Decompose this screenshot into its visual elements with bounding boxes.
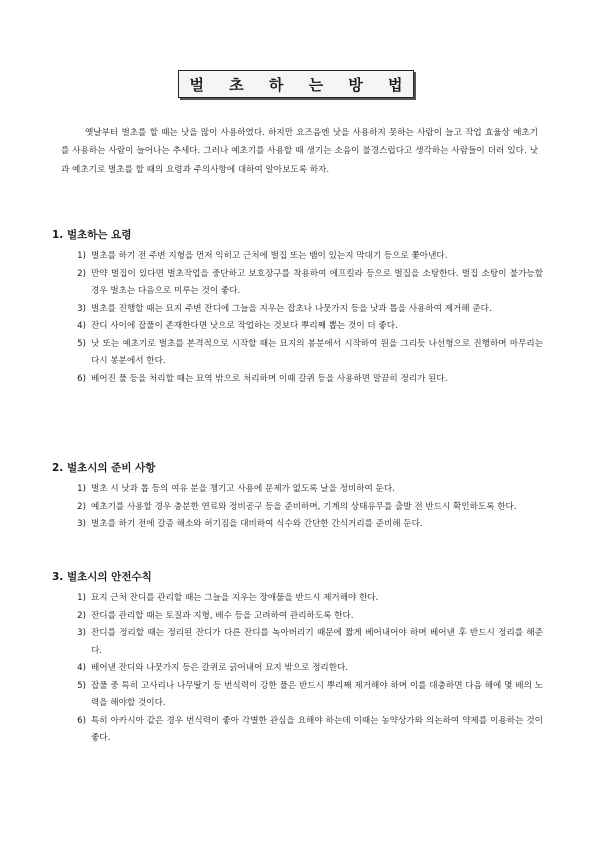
list-item: [52, 371, 547, 389]
item-number: 1): [77, 251, 86, 261]
item-text: 잡풀 중 특히 고사리나 나무딸기 등 번식력이 강한 풀은 반드시 뿌리째 제거해야 하며 이를 대충하면 다음 해에 몇 배의 노력을 해야할 것이다.: [91, 680, 543, 708]
title-box: [178, 70, 414, 98]
section-safety-rules: [52, 570, 547, 748]
item-number: 1): [77, 593, 86, 603]
item-number: 4): [77, 663, 86, 673]
item-text: 특히 아카시아 같은 경우 번식력이 좋아 각별한 관심을 요해야 하는데 이때는 농약상가와 의논하여 약제를 이용하는 것이 좋다.: [91, 715, 543, 743]
item-number: 3): [77, 303, 86, 314]
item-number: 5): [77, 338, 86, 349]
item-number: 2): [77, 501, 86, 512]
item-text: 벌초 시 낫과 톱 등의 여유 분을 챙기고 사용에 문제가 없도록 날을 정비하여 둔다.: [91, 484, 395, 494]
list-item: [52, 266, 547, 301]
item-number: 6): [77, 715, 86, 726]
item-text: 베어진 풀 등을 처리할 때는 묘역 밖으로 처리하며 이때 갈퀴 등을 사용하면 말끔히 정리가 된다.: [91, 373, 448, 384]
item-number: 3): [77, 519, 86, 529]
list-item: [52, 625, 547, 660]
item-text: 만약 벌집이 있다면 벌초작업을 중단하고 보호장구를 착용하여 에프킬라 등으로 벌집을 소탕한다. 벌집 소탕이 불가능할 경우 벌초는 다음으로 미루는 것이 좋다.: [91, 268, 543, 296]
section-preparation: [52, 461, 547, 534]
list-item: [52, 516, 547, 534]
item-number: 2): [77, 610, 86, 621]
item-text: 잔디를 관리할 때는 토질과 지형, 배수 등을 고려하여 관리하도록 한다.: [91, 610, 354, 621]
item-text: 벌초를 진행할 때는 묘지 주변 잔디에 그늘을 지우는 잡초나 나뭇가지 등을 낫과 톱을 사용하여 제거해 준다.: [91, 303, 492, 314]
section-heading: 2. 벌초시의 준비 사항: [52, 462, 156, 474]
item-text: 예초기를 사용할 경우 충분한 연료와 정비공구 등을 준비하며, 기계의 상태유무를 출발 전 반드시 확인하도록 한다.: [91, 501, 517, 512]
list-item: [52, 481, 547, 499]
item-list: [52, 590, 547, 748]
item-text: 벌초를 하기 전 주변 지형을 먼저 익히고 근처에 벌집 또는 뱀이 있는지 막대기 등으로 쫓아낸다.: [91, 251, 448, 261]
item-text: 벌초를 하기 전에 갈증 해소와 허기짐을 대비하여 식수와 간단한 간식거리를 준비해 둔다.: [91, 519, 423, 529]
section-heading: 3. 벌초시의 안전수칙: [52, 571, 152, 583]
list-item: [52, 318, 547, 336]
page-title: 벌 초 하 는 방 법: [189, 75, 413, 94]
list-item: [52, 608, 547, 626]
item-text: 베어낸 잔디와 나뭇가지 등은 갈퀴로 긁어내어 묘지 밖으로 정리한다.: [91, 663, 349, 673]
list-item: [52, 678, 547, 713]
list-item: [52, 499, 547, 517]
item-text: 묘지 근처 잔디를 관리할 때는 그늘을 지우는 장애물을 반드시 제거해야 한다.: [91, 593, 379, 603]
item-list: [52, 481, 547, 534]
item-text: 잔디를 정리할 때는 정리된 잔디가 다른 잔디를 녹아버리기 때문에 짧게 베어내어야 하며 베어낸 후 반드시 정리를 해준다.: [91, 628, 543, 656]
item-text: 잔디 사이에 잡풀이 존재한다면 낫으로 작업하는 것보다 뿌리째 뽑는 것이 더 좋다.: [91, 321, 398, 331]
item-text: 낫 또는 예초기로 벌초를 본격적으로 시작할 때는 묘지의 봉분에서 시작하여 원을 그리듯 나선형으로 진행하며 마무리는 다시 봉분에서 한다.: [91, 338, 543, 366]
intro-paragraph: 옛날부터 벌초를 할 때는 낫을 많이 사용하였다. 하지만 요즈음엔 낫을 사용하지 못하는 사람이 늘고 작업 효율상 예초기를 사용하는 사람이 늘어나는 추세다. 그러나 예초기를 사용할 때 생기는 소음이 불경스럽다고 생각하는 사람들이 더러 있다. 낫과 예초기로 벌초를 할 때의 요령과 주의사항에 대하여 알아보도록 하자.: [61, 128, 538, 175]
item-number: 4): [77, 321, 86, 331]
section-tips: [52, 228, 547, 388]
list-item: [52, 336, 547, 371]
item-number: 2): [77, 268, 86, 279]
item-number: 1): [77, 484, 86, 494]
list-item: [52, 660, 547, 678]
list-item: [52, 713, 547, 748]
item-number: 6): [77, 373, 86, 384]
list-item: [52, 301, 547, 319]
item-list: [52, 248, 547, 388]
list-item: [52, 248, 547, 266]
item-number: 5): [77, 680, 86, 691]
section-heading: 1. 벌초하는 요령: [52, 229, 132, 241]
item-number: 3): [77, 628, 86, 638]
list-item: [52, 590, 547, 608]
